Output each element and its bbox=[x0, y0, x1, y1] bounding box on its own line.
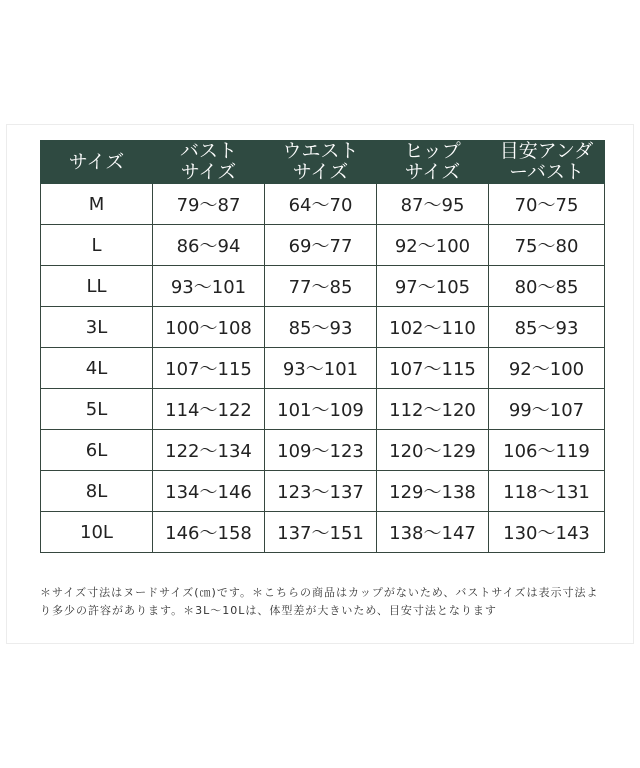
cell-underbust: 80～85 bbox=[489, 266, 605, 307]
cell-underbust: 118～131 bbox=[489, 471, 605, 512]
cell-waist: 64～70 bbox=[265, 184, 377, 225]
size-note: ＊サイズ寸法はヌードサイズ(㎝)です。＊こちらの商品はカップがないため、バストサイズは表示寸法より多少の許容があります。＊3L～10Lは、体型差が大きいため、目安寸法となります bbox=[40, 586, 599, 617]
header-waist-line2: サイズ bbox=[292, 161, 349, 183]
cell-hip: 87～95 bbox=[377, 184, 489, 225]
cell-hip: 120～129 bbox=[377, 430, 489, 471]
table-row bbox=[41, 307, 605, 348]
cell-waist: 123～137 bbox=[265, 471, 377, 512]
table-header-row bbox=[41, 141, 605, 184]
table-row bbox=[41, 266, 605, 307]
cell-size: 4L bbox=[41, 348, 153, 389]
cell-waist: 101～109 bbox=[265, 389, 377, 430]
cell-underbust: 130～143 bbox=[489, 512, 605, 553]
header-hip bbox=[377, 141, 489, 184]
table-row bbox=[41, 389, 605, 430]
header-underbust bbox=[489, 141, 605, 184]
header-bust-line2: サイズ bbox=[180, 161, 237, 183]
cell-underbust: 85～93 bbox=[489, 307, 605, 348]
cell-size: 10L bbox=[41, 512, 153, 553]
cell-waist: 69～77 bbox=[265, 225, 377, 266]
cell-bust: 93～101 bbox=[153, 266, 265, 307]
cell-bust: 122～134 bbox=[153, 430, 265, 471]
cell-underbust: 99～107 bbox=[489, 389, 605, 430]
cell-hip: 138～147 bbox=[377, 512, 489, 553]
cell-bust: 79～87 bbox=[153, 184, 265, 225]
header-hip-line2: サイズ bbox=[404, 161, 461, 183]
cell-underbust: 75～80 bbox=[489, 225, 605, 266]
cell-size: 8L bbox=[41, 471, 153, 512]
table-row bbox=[41, 184, 605, 225]
table-row bbox=[41, 430, 605, 471]
cell-size: M bbox=[41, 184, 153, 225]
header-underbust-line2: ーバスト bbox=[508, 161, 585, 183]
cell-size: 3L bbox=[41, 307, 153, 348]
cell-size: LL bbox=[41, 266, 153, 307]
cell-bust: 134～146 bbox=[153, 471, 265, 512]
table-row bbox=[41, 348, 605, 389]
cell-waist: 137～151 bbox=[265, 512, 377, 553]
header-size bbox=[41, 141, 153, 184]
cell-underbust: 106～119 bbox=[489, 430, 605, 471]
table-row bbox=[41, 225, 605, 266]
cell-waist: 85～93 bbox=[265, 307, 377, 348]
cell-hip: 112～120 bbox=[377, 389, 489, 430]
header-bust-line1: バスト bbox=[179, 140, 237, 162]
header-size-line1: サイズ bbox=[68, 150, 125, 173]
cell-underbust: 92～100 bbox=[489, 348, 605, 389]
cell-hip: 107～115 bbox=[377, 348, 489, 389]
cell-bust: 146～158 bbox=[153, 512, 265, 553]
cell-bust: 86～94 bbox=[153, 225, 265, 266]
cell-hip: 92～100 bbox=[377, 225, 489, 266]
cell-underbust: 70～75 bbox=[489, 184, 605, 225]
cell-hip: 97～105 bbox=[377, 266, 489, 307]
cell-waist: 109～123 bbox=[265, 430, 377, 471]
cell-waist: 77～85 bbox=[265, 266, 377, 307]
table-row bbox=[41, 512, 605, 553]
header-hip-line1: ヒップ bbox=[404, 140, 461, 162]
header-waist bbox=[265, 141, 377, 184]
cell-waist: 93～101 bbox=[265, 348, 377, 389]
cell-bust: 107～115 bbox=[153, 348, 265, 389]
cell-bust: 114～122 bbox=[153, 389, 265, 430]
cell-bust: 100～108 bbox=[153, 307, 265, 348]
header-bust bbox=[153, 141, 265, 184]
cell-size: 6L bbox=[41, 430, 153, 471]
table-row bbox=[41, 471, 605, 512]
header-underbust-line1: 目安アンダ bbox=[499, 140, 594, 162]
cell-size: 5L bbox=[41, 389, 153, 430]
cell-hip: 102～110 bbox=[377, 307, 489, 348]
cell-hip: 129～138 bbox=[377, 471, 489, 512]
cell-size: L bbox=[41, 225, 153, 266]
header-waist-line1: ウエスト bbox=[282, 140, 359, 162]
size-chart-table bbox=[40, 140, 605, 553]
